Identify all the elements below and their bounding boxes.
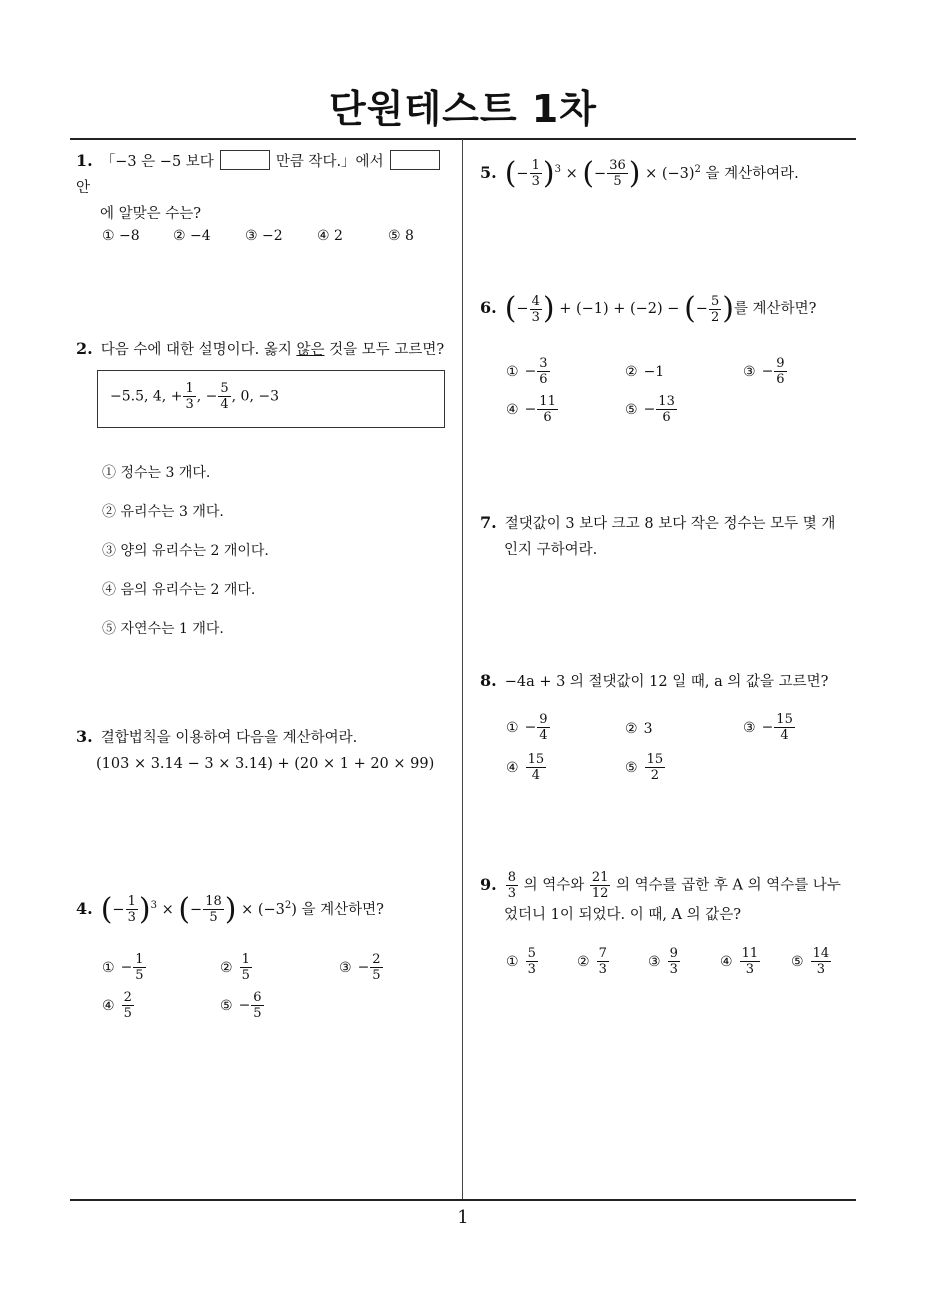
choice-3[interactable]: ③ − $\frac{15}{4}$ xyxy=(743,712,793,743)
choice-1[interactable]: ① $\frac{5}{3}$ xyxy=(506,946,536,977)
choice-4[interactable]: ④ $\frac{15}{4}$ xyxy=(506,752,545,783)
question-4: 4. (− $\frac{1}{3}$ )$^3$ × (− $\frac{18}{5}$ ) × $(-3^2)$ 을 계산하면? xyxy=(76,891,384,927)
choice-4[interactable]: ④ $\frac{11}{3}$ xyxy=(720,946,759,977)
expression: (103 × 3.14 − 3 × 3.14) + (20 × 1 + 20 × 99) xyxy=(96,756,435,772)
column-divider xyxy=(462,139,463,1200)
question-2: 2. 다음 수에 대한 설명이다. 옳지 않은 것을 모두 고르면? xyxy=(76,339,445,358)
choice-3[interactable]: ③ $\frac{9}{3}$ xyxy=(648,946,678,977)
choice-5[interactable]: ⑤ 자연수는 1 개다. xyxy=(102,621,224,637)
choice-3[interactable]: ③ 양의 유리수는 2 개이다. xyxy=(102,543,269,559)
question-number: 9. xyxy=(480,874,497,894)
choice-5[interactable]: ⑤ − $\frac{6}{5}$ xyxy=(220,990,262,1021)
question-number: 7. xyxy=(480,513,497,532)
question-number: 5. xyxy=(480,162,497,182)
choice-1[interactable]: ① − $\frac{1}{5}$ xyxy=(102,952,144,983)
answer-blank xyxy=(390,150,440,170)
choice-2[interactable]: ② −1 xyxy=(625,364,665,380)
choice-4[interactable]: ④ $\frac{2}{5}$ xyxy=(102,990,132,1021)
choice-2[interactable]: ② $\frac{1}{5}$ xyxy=(220,952,250,983)
question-number: 2. xyxy=(76,339,93,358)
choice-2[interactable]: ② −4 xyxy=(173,228,211,244)
choice-2[interactable]: ② $\frac{7}{3}$ xyxy=(577,946,607,977)
choice-1[interactable]: ① − $\frac{3}{6}$ xyxy=(506,356,548,387)
page-number: 1 xyxy=(457,1207,469,1228)
question-number: 1. xyxy=(76,151,93,170)
choice-3[interactable]: ③ − $\frac{2}{5}$ xyxy=(339,952,381,983)
choice-3[interactable]: ③ −2 xyxy=(245,228,283,244)
choice-4[interactable]: ④ − $\frac{11}{6}$ xyxy=(506,394,556,425)
question-9: 9. $\frac{8}{3}$ 의 역수와 $\frac{21}{12}$ 의 역수를 곱한 후 A 의 역수를 나누 었더니 1이 되었다. 이 때, A 의 값은? xyxy=(480,870,841,923)
choice-2[interactable]: ② 3 xyxy=(625,721,653,737)
question-number: 6. xyxy=(480,298,497,317)
answer-blank xyxy=(220,150,270,170)
question-3: 3. 결합법칙을 이용하여 다음을 계산하여라. (103 × 3.14 − 3 × 3.14) + (20 × 1 + 20 × 99) xyxy=(76,727,435,772)
choice-1[interactable]: ① −8 xyxy=(102,228,140,244)
number-box: −5.5, 4, + $\frac{1}{3}$ , − $\frac{5}{4}$ , 0, −3 xyxy=(97,370,445,428)
question-number: 3. xyxy=(76,727,93,746)
question-1: 1. 「−3 은 −5 보다 만큼 작다.」에서안 에 알맞은 수는? xyxy=(76,148,456,227)
question-7: 7. 절댓값이 3 보다 크고 8 보다 작은 정수는 모두 몇 개 인지 구하여라. xyxy=(480,513,836,558)
choice-5[interactable]: ⑤ 8 xyxy=(388,228,414,244)
choice-4[interactable]: ④ 음의 유리수는 2 개다. xyxy=(102,582,256,598)
choice-5[interactable]: ⑤ $\frac{15}{2}$ xyxy=(625,752,664,783)
fraction: $\frac{5}{4}$ xyxy=(220,381,229,412)
question-5: 5. (− $\frac{1}{3}$ )$^3$ × (− $\frac{36}{5}$ ) × $(-3)^2$ 을 계산하여라. xyxy=(480,155,799,191)
choice-5[interactable]: ⑤ $\frac{14}{3}$ xyxy=(791,946,830,977)
question-number: 4. xyxy=(76,898,93,918)
fraction: $\frac{1}{3}$ xyxy=(185,381,194,412)
choice-1[interactable]: ① − $\frac{9}{4}$ xyxy=(506,712,548,743)
choice-3[interactable]: ③ − $\frac{9}{6}$ xyxy=(743,356,785,387)
question-8: 8. −4a + 3 의 절댓값이 12 일 때, a 의 값을 고르면? xyxy=(480,671,829,690)
question-number: 8. xyxy=(480,671,497,690)
choice-4[interactable]: ④ 2 xyxy=(317,228,343,244)
page-title: 단원테스트 1차 xyxy=(329,87,597,131)
choice-2[interactable]: ② 유리수는 3 개다. xyxy=(102,504,224,520)
question-6: 6. (− $\frac{4}{3}$ ) + (−1) + (−2) − (− $\frac{5}{2}$ )를 계산하면? xyxy=(480,291,817,326)
choice-5[interactable]: ⑤ − $\frac{13}{6}$ xyxy=(625,394,675,425)
choice-1[interactable]: ① 정수는 3 개다. xyxy=(102,465,211,481)
footer-rule xyxy=(70,1199,856,1201)
